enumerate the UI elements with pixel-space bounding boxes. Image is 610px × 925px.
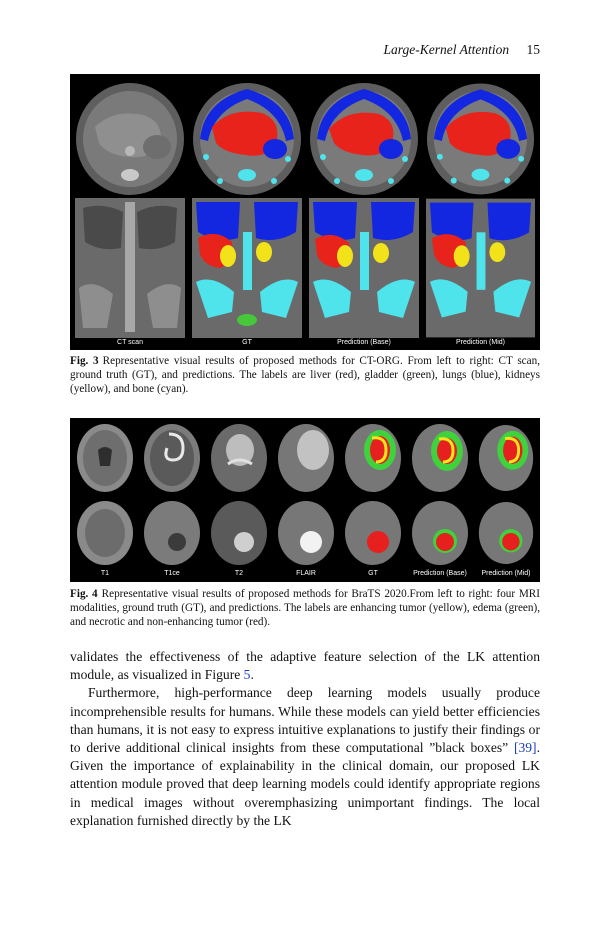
- paragraph-2-text: Furthermore, high-performance deep learning models usually produce incomprehensible results for humans. While these models can yield better efficiencies than humans, it is not easy to express intuitive explanations to justify their findings or to derive additional clinical insights from these computational ”black boxes”: [70, 685, 540, 756]
- mri-t2-row1: [206, 420, 272, 496]
- citation-39-link[interactable]: [39]: [513, 740, 537, 756]
- figure-3-panel: [70, 74, 540, 350]
- figure-4-panel: [70, 418, 540, 582]
- fig4-label-pred-mid: Prediction (Mid): [481, 570, 531, 577]
- mri-t1ce-row2: [139, 498, 205, 568]
- figure-4-caption: [70, 587, 540, 630]
- page-number: 15: [526, 42, 540, 57]
- fig3-label-gt: GT: [242, 339, 252, 346]
- ct-coronal-pred-mid: [424, 198, 537, 338]
- fig4-label-pred-base: Prediction (Base): [413, 570, 467, 577]
- running-head: [0, 42, 540, 58]
- mri-pred-mid-row1: [474, 420, 538, 496]
- ct-axial-scan: [73, 77, 187, 195]
- fig4-label-t2: T2: [234, 570, 244, 577]
- fig3-label-pred-mid: Prediction (Mid): [455, 339, 505, 346]
- fig3-label-ct-scan: CT scan: [117, 339, 143, 346]
- paragraph-2-end: . Given the importance of explainability in the clinical domain, our proposed LK attention module proved that deep learning models could identify appropriate regions in medical images without overemphasizing unimportant findings. The local explanation furnished directly by the LK: [70, 740, 540, 828]
- mri-gt-row2: [340, 498, 406, 568]
- ct-coronal-gt: [190, 198, 304, 338]
- ct-axial-pred-base: [307, 77, 421, 195]
- mri-flair-row1: [273, 420, 339, 496]
- mri-pred-base-row1: [407, 420, 473, 496]
- figure-3-caption-text: Representative visual results of proposed methods for CT-ORG. From left to right: CT scan, ground truth (GT), and predictions. The labels are liver (red), gladder (green), lungs (blue), kidneys (yellow), and bone (cyan).: [70, 355, 540, 396]
- body-text: [70, 648, 540, 830]
- fig4-label-flair: FLAIR: [296, 570, 316, 577]
- ct-coronal-scan: [73, 198, 187, 338]
- mri-flair-row2: [273, 498, 339, 568]
- ct-coronal-pred-base: [307, 198, 421, 338]
- mri-t1-row1: [72, 420, 138, 496]
- mri-t1-row2: [72, 498, 138, 568]
- mri-t1ce-row1: [139, 420, 205, 496]
- paragraph-1: [70, 648, 540, 684]
- mri-pred-base-row2: [407, 498, 473, 568]
- mri-t2-row2: [206, 498, 272, 568]
- ct-axial-gt: [190, 77, 304, 195]
- paragraph-1-text: validates the effectiveness of the adaptive feature selection of the LK attention module, as visualized in Figure: [70, 649, 540, 683]
- figure-4-caption-label: Fig. 4: [70, 588, 98, 600]
- mri-gt-row1: [340, 420, 406, 496]
- figure-4-caption-text: Representative visual results of proposed methods for BraTS 2020.From left to right: four MRI modalities, ground truth (GT), and predictions. The labels are enhancing tumor (yellow), edema (green), and necrotic and non-enhancing tumor (red).: [70, 588, 540, 629]
- fig4-label-t1ce: T1ce: [164, 570, 180, 577]
- fig4-label-t1: T1: [100, 570, 110, 577]
- fig4-label-gt: GT: [368, 570, 378, 577]
- paragraph-1-end: .: [250, 667, 254, 683]
- figure-3-caption: [70, 354, 540, 397]
- mri-pred-mid-row2: [474, 498, 538, 568]
- fig3-label-pred-base: Prediction (Base): [337, 339, 391, 346]
- running-title: Large-Kernel Attention: [383, 42, 510, 57]
- ct-axial-pred-mid: [424, 77, 537, 195]
- figure-5-link[interactable]: 5: [243, 667, 251, 683]
- paragraph-2: [70, 684, 540, 830]
- figure-3-caption-label: Fig. 3: [70, 355, 99, 367]
